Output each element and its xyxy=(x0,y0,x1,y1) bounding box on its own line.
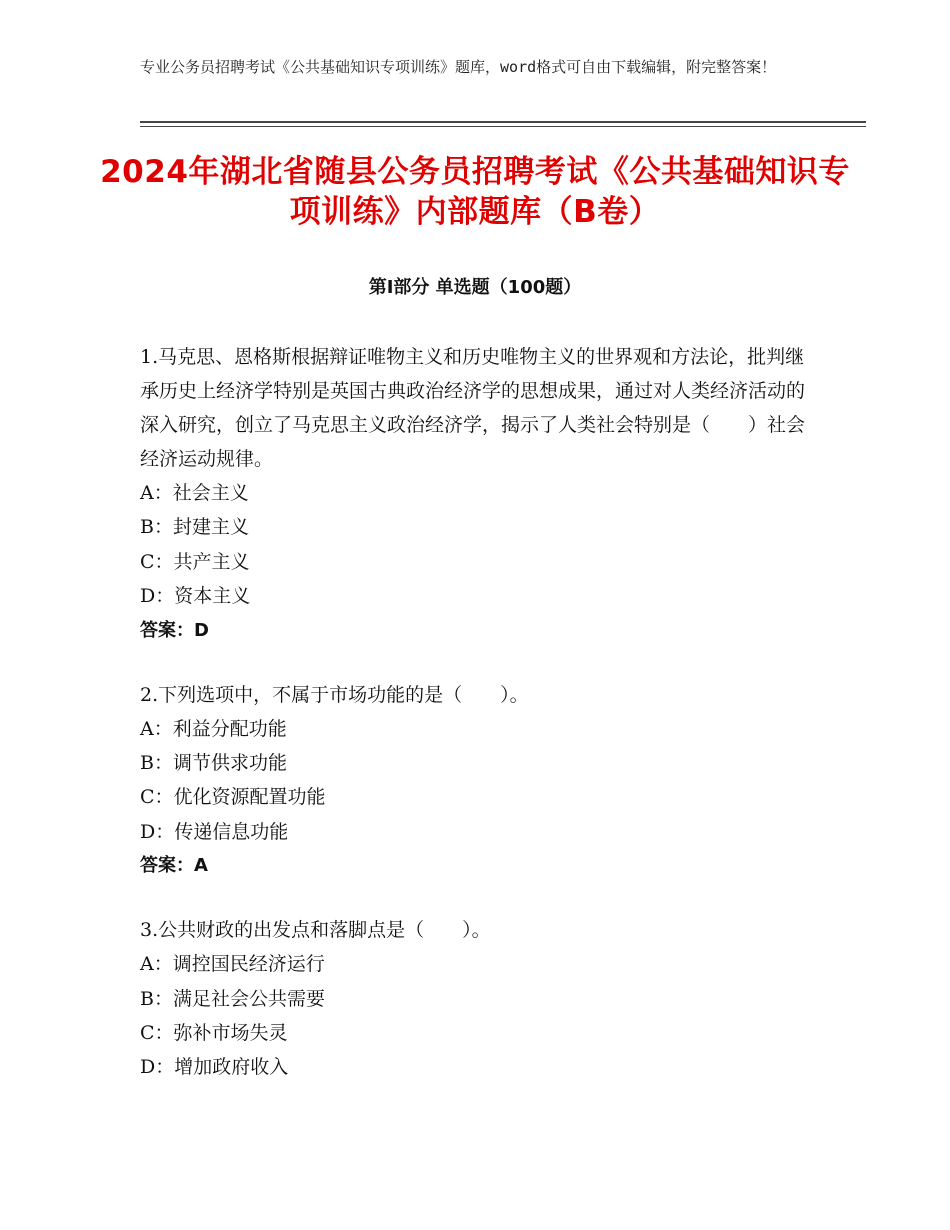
question-stem: 2.下列选项中，不属于市场功能的是（ ）。 xyxy=(140,683,529,706)
option-b: B：调节供求功能 xyxy=(140,752,287,775)
answer-label: 答案：D xyxy=(140,619,209,641)
option-b: B：满足社会公共需要 xyxy=(140,987,325,1010)
question-stem: 1.马克思、恩格斯根据辩证唯物主义和历史唯物主义的世界观和方法论，批判继承历史上经济学特别是英国古典政治经济学的思想成果，通过对人类经济活动的深入研究，创立了马克思主义政治经济学，揭示了人类社会特别是（ ）社会经济运动规律。 xyxy=(140,346,806,470)
option-c: C：共产主义 xyxy=(140,550,250,573)
section-heading: 第Ⅰ部分 单选题（100题） xyxy=(368,277,582,298)
option-a: A：社会主义 xyxy=(140,482,249,504)
header-divider-thin xyxy=(140,126,866,127)
question-stem: 3.公共财政的出发点和落脚点是（ ）。 xyxy=(140,919,491,942)
header-note: 专业公务员招聘考试《公共基础知识专项训练》题库，word格式可自由下载编辑，附完整答案！ xyxy=(140,58,777,76)
question-1 xyxy=(140,340,810,648)
answer-label: 答案：A xyxy=(140,855,208,877)
question-2 xyxy=(140,678,810,884)
option-c: C：优化资源配置功能 xyxy=(140,786,326,809)
option-a: A：利益分配功能 xyxy=(140,717,287,740)
option-a: A：调控国民经济运行 xyxy=(140,953,325,976)
option-d: D：增加政府收入 xyxy=(140,1056,289,1079)
header-divider-thick xyxy=(140,121,866,123)
option-d: D：传递信息功能 xyxy=(140,820,289,843)
question-3 xyxy=(140,913,810,1085)
option-b: B：封建主义 xyxy=(140,516,249,539)
option-c: C：弥补市场失灵 xyxy=(140,1022,288,1045)
option-d: D：资本主义 xyxy=(140,585,251,608)
document-title: 2024年湖北省随县公务员招聘考试《公共基础知识专项训练》内部题库（B卷） xyxy=(100,154,850,230)
question-list xyxy=(140,340,810,1115)
